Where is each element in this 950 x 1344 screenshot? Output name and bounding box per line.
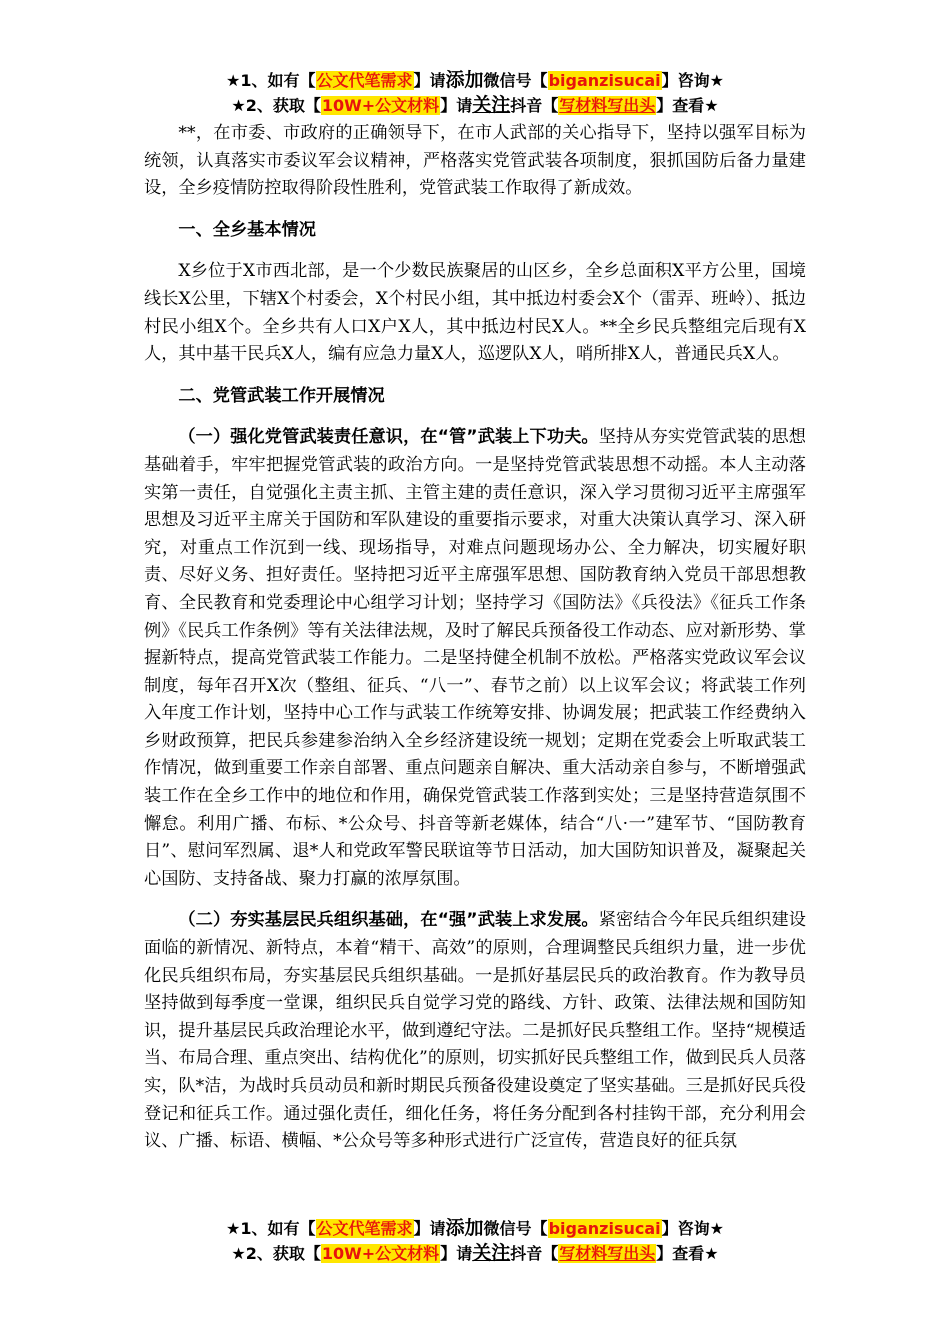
section-heading-2: 二、党管武装工作开展情况 xyxy=(178,385,385,406)
promo-text: 】请 xyxy=(440,1244,473,1263)
promo-banner-bottom xyxy=(0,1216,950,1266)
promo-text: 】咨询★ xyxy=(661,1219,724,1238)
promo-douyin-link[interactable]: 写材料写出头 xyxy=(559,1244,656,1263)
promo-text: 】查看★ xyxy=(656,1244,719,1263)
promo-line-1 xyxy=(0,1216,950,1241)
subsection-2-body: 紧密结合今年民兵组织建设面临的新情况、新特点，本着“精干、高效”的原则，合理调整民兵组织力量，进一步优化民兵组织布局，夯实基层民兵组织基础。一是抓好基层民兵的政治教育。作为教导员坚持做到每季度一堂课，组织民兵自觉学习党的路线、方针、政策、法律法规和国防知识，提升基层民兵政治理论水平，做到遵纪守法。二是抓好民兵整组工作。坚持“规模适当、布局合理、重点突出、结构优化”的原则，切实抓好民兵整组工作，做到民兵人员落实，队*洁，为战时兵员动员和新时期民兵预备役建设奠定了坚实基础。三是抓好民兵役登记和征兵工作。通过强化责任，细化任务，将任务分配到各村挂钩干部，充分利用会议、广播、标语、横幅、*公众号等多种形式进行广泛宣传，营造良好的征兵氛 xyxy=(144,910,806,1152)
promo-emphasis: 添加 xyxy=(445,1217,484,1239)
subsection-2-heading: （二）夯实基层民兵组织基础，在“强”武装上求发展。 xyxy=(178,910,599,931)
promo-highlight-wechat-id: biganzisucai xyxy=(548,71,661,90)
promo-text: 】查看★ xyxy=(656,96,719,115)
promo-text: ★2、获取【 xyxy=(231,96,321,115)
promo-text: ★1、如有【 xyxy=(226,71,316,90)
promo-highlight-service: 公文代笔需求 xyxy=(316,1219,413,1238)
promo-line-2 xyxy=(0,1241,950,1266)
promo-emphasis: 关注 xyxy=(472,94,511,116)
promo-text: 抖音【 xyxy=(510,96,559,115)
promo-emphasis: 关注 xyxy=(472,1242,511,1264)
promo-line-1 xyxy=(0,68,950,93)
promo-text: 】咨询★ xyxy=(661,71,724,90)
promo-emphasis: 添加 xyxy=(445,69,484,91)
promo-highlight-materials: 10W+公文材料 xyxy=(321,1244,440,1263)
promo-text: 微信号【 xyxy=(483,71,548,90)
promo-text: 抖音【 xyxy=(510,1244,559,1263)
promo-highlight-materials: 10W+公文材料 xyxy=(321,96,440,115)
promo-text: ★1、如有【 xyxy=(226,1219,316,1238)
promo-text: 】请 xyxy=(413,71,446,90)
subsection-1-body: 坚持从夯实党管武装的思想基础着手，牢牢把握党管武装的政治方向。一是坚持党管武装思想不动摇。本人主动落实第一责任，自觉强化主责主抓、主管主建的责任意识，深入学习贯彻习近平主席强军思想及习近平主席关于国防和军队建设的重要指示要求，对重大决策认真学习、深入研究，对重点工作沉到一线、现场指导，对难点问题现场办公、全力解决，切实履好职责、尽好义务、担好责任。坚持把习近平主席强军思想、国防教育纳入党员干部思想教育、全民教育和党委理论中心组学习计划；坚持学习《国防法》《兵役法》《征兵工作条例》《民兵工作条例》等有关法律法规，及时了解民兵预备役工作动态、应对新形势、掌握新特点，提高党管武装工作能力。二是坚持健全机制不放松。严格落实党政议军会议制度，每年召开X次（整组、征兵、“八一”、春节之前）以上议军会议；将武装工作列入年度工作计划，坚持中心工作与武装工作统筹安排、协调发展；把武装工作经费纳入乡财政预算，把民兵参建参治纳入全乡经济建设统一规划；定期在党委会上听取武装工作情况，做到重要工作亲自部署、重点问题亲自解决、重大活动亲自参与，不断增强武装工作在全乡工作中的地位和作用，确保党管武装工作落到实处；三是坚持营造氛围不懈怠。利用广播、布标、*公众号、抖音等新老媒体，结合“八·一”建军节、“国防教育日”、慰问军烈属、退*人和党政军警民联谊等节日活动，加大国防知识普及，凝聚起关心国防、支持备战、聚力打赢的浓厚氛围。 xyxy=(144,427,806,889)
promo-line-2 xyxy=(0,93,950,118)
document-body xyxy=(144,120,806,1156)
section-heading-1: 一、全乡基本情况 xyxy=(178,219,316,240)
section-1-paragraph: X乡位于X市西北部，是一个少数民族聚居的山区乡，全乡总面积X平方公里，国境线长X公里，下辖X个村委会，X个村民小组，其中抵边村委会X个（雷弄、班岭）、抵边村民小组X个。全乡共有人口X户X人，其中抵边村民X人。**全乡民兵整组完后现有X人，其中基干民兵X人，编有应急力量X人，巡逻队X人，哨所排X人，普通民兵X人。 xyxy=(144,261,806,365)
subsection-2-paragraph xyxy=(144,907,806,1155)
promo-text: 微信号【 xyxy=(483,1219,548,1238)
promo-douyin-link[interactable]: 写材料写出头 xyxy=(559,96,656,115)
promo-highlight-service: 公文代笔需求 xyxy=(316,71,413,90)
subsection-1-heading: （一）强化党管武装责任意识，在“管”武装上下功夫。 xyxy=(178,427,599,448)
promo-highlight-wechat-id: biganzisucai xyxy=(548,1219,661,1238)
intro-paragraph: **，在市委、市政府的正确领导下，在市人武部的关心指导下，坚持以强军目标为统领，认真落实市委议军会议精神，严格落实党管武装各项制度，狠抓国防后备力量建设，全乡疫情防控取得阶段性胜利，党管武装工作取得了新成效。 xyxy=(144,123,806,199)
promo-text: 】请 xyxy=(440,96,473,115)
subsection-1-paragraph xyxy=(144,424,806,893)
promo-banner-top xyxy=(0,68,950,118)
promo-text: ★2、获取【 xyxy=(231,1244,321,1263)
promo-text: 】请 xyxy=(413,1219,446,1238)
